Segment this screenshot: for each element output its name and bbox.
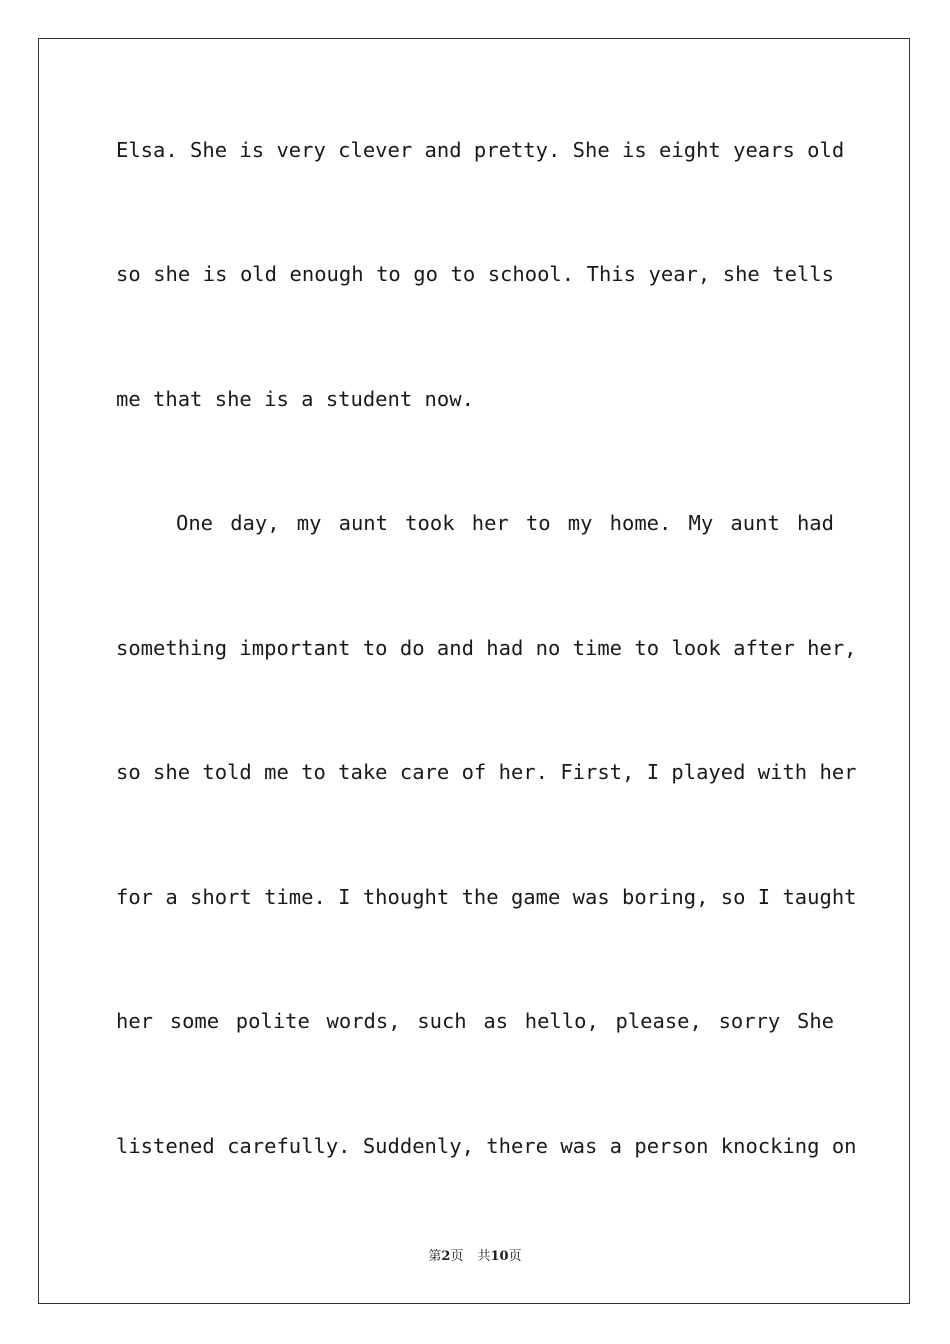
page-border xyxy=(38,38,910,1304)
body-text-line: Elsa. She is very clever and pretty. She is eight years old xyxy=(116,138,845,162)
total-suffix: 页 xyxy=(508,1249,522,1264)
page-suffix: 页 xyxy=(450,1249,464,1264)
body-text-line: so she is old enough to go to school. This year, she tells xyxy=(116,262,834,286)
body-text-line: One day, my aunt took her to my home. My aunt had xyxy=(176,511,834,535)
body-text-line: something important to do and had no time to look after her, xyxy=(116,636,857,660)
body-text-line: so she told me to take care of her. First, I played with her xyxy=(116,760,857,784)
body-text-line: for a short time. I thought the game was boring, so I taught xyxy=(116,885,857,909)
body-text-line: me that she is a student now. xyxy=(116,387,474,411)
page-prefix: 第 xyxy=(428,1249,442,1264)
current-page-number: 2 xyxy=(441,1249,451,1264)
body-text-line: listened carefully. Suddenly, there was a person knocking on xyxy=(116,1134,857,1158)
total-page-count: 10 xyxy=(490,1249,509,1264)
page-number-footer xyxy=(0,1247,950,1267)
body-text-line: her some polite words, such as hello, please, sorry She xyxy=(116,1009,834,1033)
total-prefix: 共 xyxy=(477,1249,491,1264)
